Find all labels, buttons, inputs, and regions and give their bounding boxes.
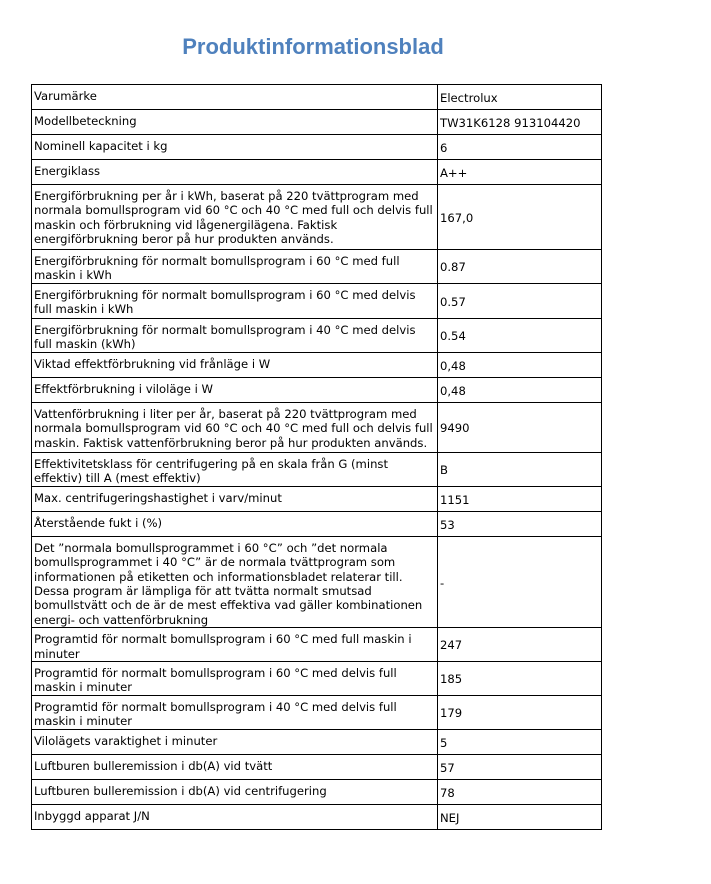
- row-value: -: [438, 536, 602, 627]
- row-label: Energiförbrukning per år i kWh, baserat på 220 tvättprogram med normala bomullsprogram vid 60 °C och 40 °C med full och delvis full maskin och förbrukning vid lågenergilägena. Faktisk energiförbrukning beror på hur produkten används.: [32, 185, 438, 250]
- row-value: Electrolux: [438, 85, 602, 110]
- table-row: [32, 486, 602, 511]
- row-value: 185: [438, 662, 602, 696]
- table-row: [32, 160, 602, 185]
- row-label: Varumärke: [32, 85, 438, 110]
- row-label: Effektivitetsklass för centrifugering på en skala från G (minst effektiv) till A (mest effektiv): [32, 452, 438, 486]
- table-row: [32, 352, 602, 377]
- product-info-table: [31, 84, 602, 830]
- row-value: 53: [438, 511, 602, 536]
- table-row: [32, 85, 602, 110]
- row-label: Luftburen bulleremission i db(A) vid centrifugering: [32, 780, 438, 805]
- table-row: [32, 250, 602, 284]
- row-label: Inbyggd apparat J/N: [32, 805, 438, 830]
- table-row: [32, 185, 602, 250]
- row-value: 167,0: [438, 185, 602, 250]
- row-label: Luftburen bulleremission i db(A) vid tvätt: [32, 755, 438, 780]
- table-row: [32, 696, 602, 730]
- row-value: 179: [438, 696, 602, 730]
- table-row: [32, 452, 602, 486]
- row-value: NEJ: [438, 805, 602, 830]
- table-row: [32, 755, 602, 780]
- table-row: [32, 536, 602, 627]
- row-value: 0,48: [438, 352, 602, 377]
- row-value: 1151: [438, 486, 602, 511]
- table-row: [32, 284, 602, 319]
- row-value: 247: [438, 628, 602, 662]
- row-value: 0.87: [438, 250, 602, 284]
- row-value: 0.57: [438, 284, 602, 319]
- row-label: Max. centrifugeringshastighet i varv/minut: [32, 486, 438, 511]
- row-label: Energiförbrukning för normalt bomullsprogram i 40 °C med delvis full maskin (kWh): [32, 319, 438, 353]
- row-value: B: [438, 452, 602, 486]
- row-value: 57: [438, 755, 602, 780]
- table-row: [32, 628, 602, 662]
- table-row: [32, 805, 602, 830]
- row-label: Det ”normala bomullsprogrammet i 60 °C” och ”det normala bomullsprogrammet i 40 °C” är de normala tvättprogram som informationen på etiketten och informationsbladet relaterar till. Dessa program är lämpliga för att tvätta normalt smutsad bomullstvätt och de är de mest effektiva vad gäller kombinationen energi- och vattenförbrukning: [32, 536, 438, 627]
- row-value: 9490: [438, 402, 602, 452]
- table-row: [32, 377, 602, 402]
- page-title: Produktinformationsblad: [182, 34, 444, 59]
- row-label: Programtid för normalt bomullsprogram i 40 °C med delvis full maskin i minuter: [32, 696, 438, 730]
- table-row: [32, 135, 602, 160]
- row-value: 0.54: [438, 319, 602, 353]
- table-row: [32, 402, 602, 452]
- row-label: Viktad effektförbrukning vid frånläge i W: [32, 352, 438, 377]
- row-value: A++: [438, 160, 602, 185]
- row-label: Vilolägets varaktighet i minuter: [32, 730, 438, 755]
- row-value: 78: [438, 780, 602, 805]
- row-label: Energiförbrukning för normalt bomullsprogram i 60 °C med full maskin i kWh: [32, 250, 438, 284]
- table-row: [32, 511, 602, 536]
- row-label: Programtid för normalt bomullsprogram i 60 °C med full maskin i minuter: [32, 628, 438, 662]
- row-label: Programtid för normalt bomullsprogram i 60 °C med delvis full maskin i minuter: [32, 662, 438, 696]
- table-row: [32, 662, 602, 696]
- table-row: [32, 780, 602, 805]
- table-row: [32, 110, 602, 135]
- table-row: [32, 730, 602, 755]
- row-label: Återstående fukt i (%): [32, 511, 438, 536]
- row-value: 5: [438, 730, 602, 755]
- row-label: Effektförbrukning i viloläge i W: [32, 377, 438, 402]
- row-label: Energiklass: [32, 160, 438, 185]
- row-value: 0,48: [438, 377, 602, 402]
- row-label: Energiförbrukning för normalt bomullsprogram i 60 °C med delvis full maskin i kWh: [32, 284, 438, 319]
- row-label: Vattenförbrukning i liter per år, baserat på 220 tvättprogram med normala bomullsprogram vid 60 °C och 40 °C med full och delvis full maskin. Faktisk vattenförbrukning beror på hur produkten används.: [32, 402, 438, 452]
- row-value: 6: [438, 135, 602, 160]
- table-row: [32, 319, 602, 353]
- row-label: Modellbeteckning: [32, 110, 438, 135]
- row-label: Nominell kapacitet i kg: [32, 135, 438, 160]
- row-value: TW31K6128 913104420: [438, 110, 602, 135]
